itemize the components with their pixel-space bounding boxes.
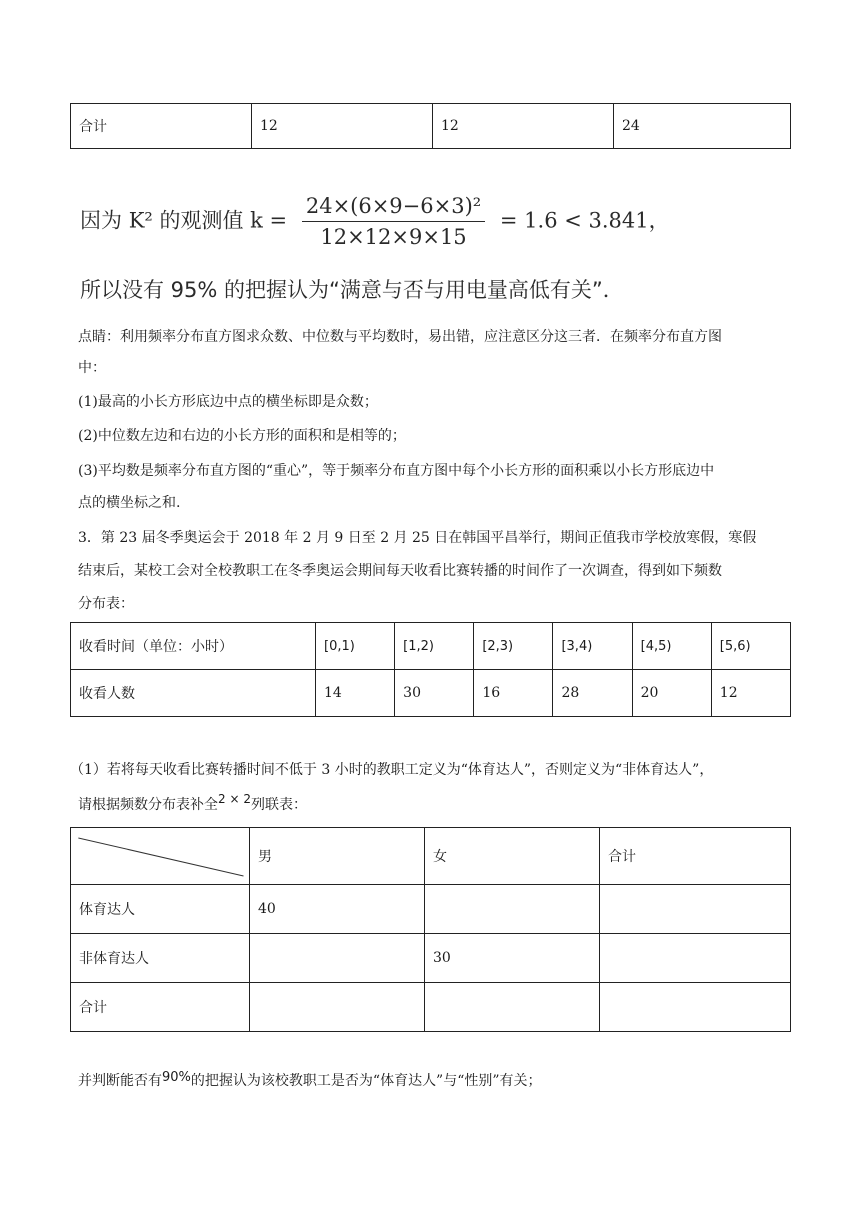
note-item: (3)平均数是频率分布直方图的“重心”，等于频率分布直方图中每个小长方形的面积乘以小长方形底边中 [78, 463, 715, 479]
table-row [71, 828, 791, 885]
problem-line: 分布表： [78, 596, 134, 612]
interval-cell: [0,1) [316, 623, 395, 670]
table-cell [600, 885, 791, 934]
total-table [70, 103, 791, 149]
table-cell: 30 [425, 934, 600, 983]
formula-image [78, 182, 798, 307]
row-label: 体育达人 [71, 885, 250, 934]
percent-value: 90% [162, 1070, 191, 1085]
interval-cell: [3,4) [553, 623, 632, 670]
table-row [71, 934, 791, 983]
table-cell [600, 983, 791, 1032]
count-label: 收看人数 [71, 670, 316, 717]
note-item: (1)最高的小长方形底边中点的横坐标即是众数； [78, 394, 378, 410]
note-item: (2)中位数左边和右边的小长方形的面积和是相等的； [78, 428, 406, 444]
formula-denominator: 12×12×9×15 [320, 225, 467, 249]
total-value: 12 [252, 104, 433, 149]
note-item: 点的横坐标之和. [78, 495, 181, 511]
table-cell [425, 885, 600, 934]
question-line [78, 790, 790, 821]
interval-cell: [2,3) [474, 623, 553, 670]
table-row [71, 104, 791, 149]
interval-cell: [4,5) [632, 623, 711, 670]
count-cell: 16 [474, 670, 553, 717]
note-line: 点睛：利用频率分布直方图求众数、中位数与平均数时，易出错，应注意区分这三者．在频率分布直方图 [78, 329, 722, 345]
total-value: 24 [614, 104, 791, 149]
table-cell [600, 934, 791, 983]
problem-line: 3．第 23 届冬季奥运会于 2018 年 2 月 9 日至 2 月 25 日在韩国平昌举行，期间正值我市学校放寒假，寒假 [78, 530, 757, 546]
question-prefix: 请根据频数分布表补全 [78, 797, 218, 813]
formula-numerator: 24×(6×9−6×3)² [302, 194, 485, 222]
column-header: 女 [425, 828, 600, 885]
column-header: 男 [250, 828, 425, 885]
formula-result: = 1.6 < 3.841， [499, 208, 670, 233]
question-prefix: 并判断能否有 [78, 1073, 162, 1089]
question-line [78, 1066, 790, 1097]
count-cell: 14 [316, 670, 395, 717]
total-label: 合计 [71, 104, 252, 149]
question-suffix: 列联表： [250, 797, 307, 813]
note-line: 中： [78, 360, 106, 376]
interval-cell: [5,6) [711, 623, 790, 670]
row-label: 非体育达人 [71, 934, 250, 983]
formula-fraction [302, 194, 485, 249]
count-cell: 30 [395, 670, 474, 717]
formula-k2: K² 的观测值 k = [128, 208, 288, 233]
table-cell [250, 983, 425, 1032]
formula-line-1 [80, 194, 670, 249]
formula-line-2: 所以没有 95% 的把握认为“满意与否与用电量高低有关”． [80, 278, 624, 302]
problem-line: 结束后，某校工会对全校教职工在冬季奥运会期间每天收看比赛转播的时间作了一次调查，得到如下频数 [78, 563, 722, 579]
count-cell: 20 [632, 670, 711, 717]
column-header: 合计 [600, 828, 791, 885]
question-math: 2 × 2 [218, 792, 251, 806]
interval-cell: [1,2) [395, 623, 474, 670]
table-row [71, 885, 791, 934]
question-suffix: 的把握认为该校教职工是否为“体育达人”与“性别”有关； [190, 1073, 542, 1089]
row-label: 合计 [71, 983, 250, 1032]
table-row [71, 983, 791, 1032]
total-value: 12 [433, 104, 614, 149]
diagonal-header-cell [71, 828, 250, 885]
frequency-table [70, 622, 791, 717]
time-header-label: 收看时间（单位：小时） [71, 623, 316, 670]
contingency-table [70, 827, 791, 1032]
table-cell [425, 983, 600, 1032]
question-line: （1）若将每天收看比赛转播时间不低于 3 小时的教职工定义为“体育达人”，否则定义为“非体育达人”， [70, 762, 714, 778]
formula-prefix: 因为 [80, 208, 122, 233]
table-cell: 40 [250, 885, 425, 934]
table-row [71, 670, 791, 717]
table-row [71, 623, 791, 670]
count-cell: 28 [553, 670, 632, 717]
table-cell [250, 934, 425, 983]
count-cell: 12 [711, 670, 790, 717]
diagonal-line [71, 828, 249, 884]
